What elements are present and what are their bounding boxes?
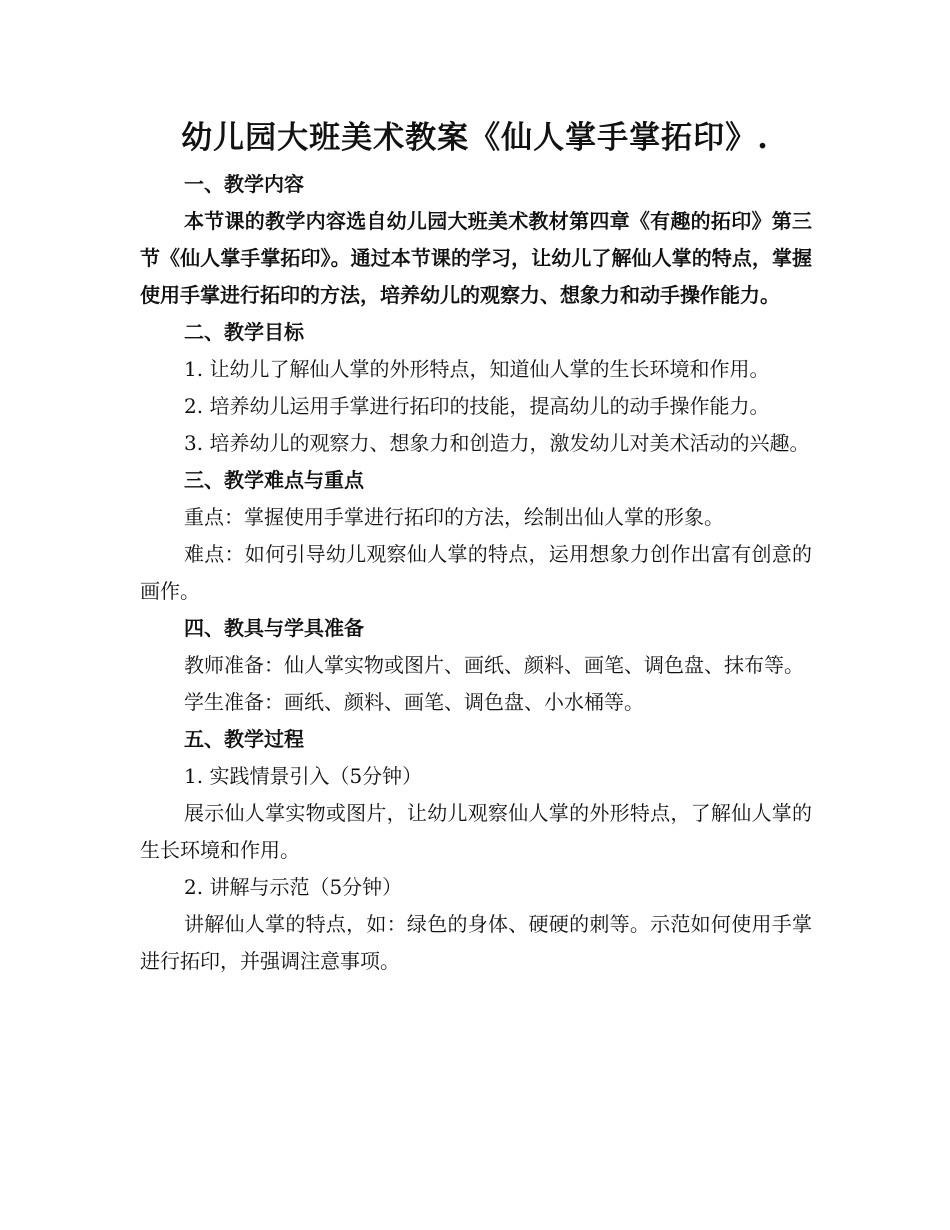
teacher-materials-paragraph: 教师准备：仙人掌实物或图片、画纸、颜料、画笔、调色盘、抹布等。	[184, 653, 804, 677]
process-step-heading: 2. 讲解与示范（5分钟）	[184, 875, 403, 899]
goal-item: 1. 让幼儿了解仙人掌的外形特点，知道仙人掌的生长环境和作用。	[184, 357, 770, 381]
section-heading-materials: 四、教具与学具准备	[184, 616, 364, 640]
student-materials-paragraph: 学生准备：画纸、颜料、画笔、调色盘、小水桶等。	[184, 690, 644, 714]
document-title: 幼儿园大班美术教案《仙人掌手掌拓印》.	[181, 120, 769, 156]
section-heading-process: 五、教学过程	[184, 727, 304, 751]
content-paragraph: 本节课的教学内容选自幼儿园大班美术教材第四章《有趣的拓印》第三节《仙人掌手掌拓印》。通过本节课的学习，让幼儿了解仙人掌的特点，掌握使用手掌进行拓印的方法，培养幼儿的观察力、想象力和动手操作能力。	[140, 209, 812, 307]
section-heading-content: 一、教学内容	[184, 172, 304, 196]
section-heading-difficulties: 三、教学难点与重点	[184, 468, 364, 492]
goal-item: 3. 培养幼儿的观察力、想象力和创造力，激发幼儿对美术活动的兴趣。	[184, 431, 810, 455]
process-step-paragraph: 讲解仙人掌的特点，如：绿色的身体、硬硬的刺等。示范如何使用手掌进行拓印，并强调注意事项。	[140, 912, 812, 973]
key-point-paragraph: 重点：掌握使用手掌进行拓印的方法，绘制出仙人掌的形象。	[184, 505, 724, 529]
difficulty-paragraph: 难点：如何引导幼儿观察仙人掌的特点，运用想象力创作出富有创意的画作。	[140, 542, 812, 603]
goal-item: 2. 培养幼儿运用手掌进行拓印的技能，提高幼儿的动手操作能力。	[184, 394, 770, 418]
document-body	[140, 166, 812, 980]
process-step-paragraph: 展示仙人掌实物或图片，让幼儿观察仙人掌的外形特点，了解仙人掌的生长环境和作用。	[140, 801, 812, 862]
section-heading-goals: 二、教学目标	[184, 320, 304, 344]
process-step-heading: 1. 实践情景引入（5分钟）	[184, 764, 423, 788]
